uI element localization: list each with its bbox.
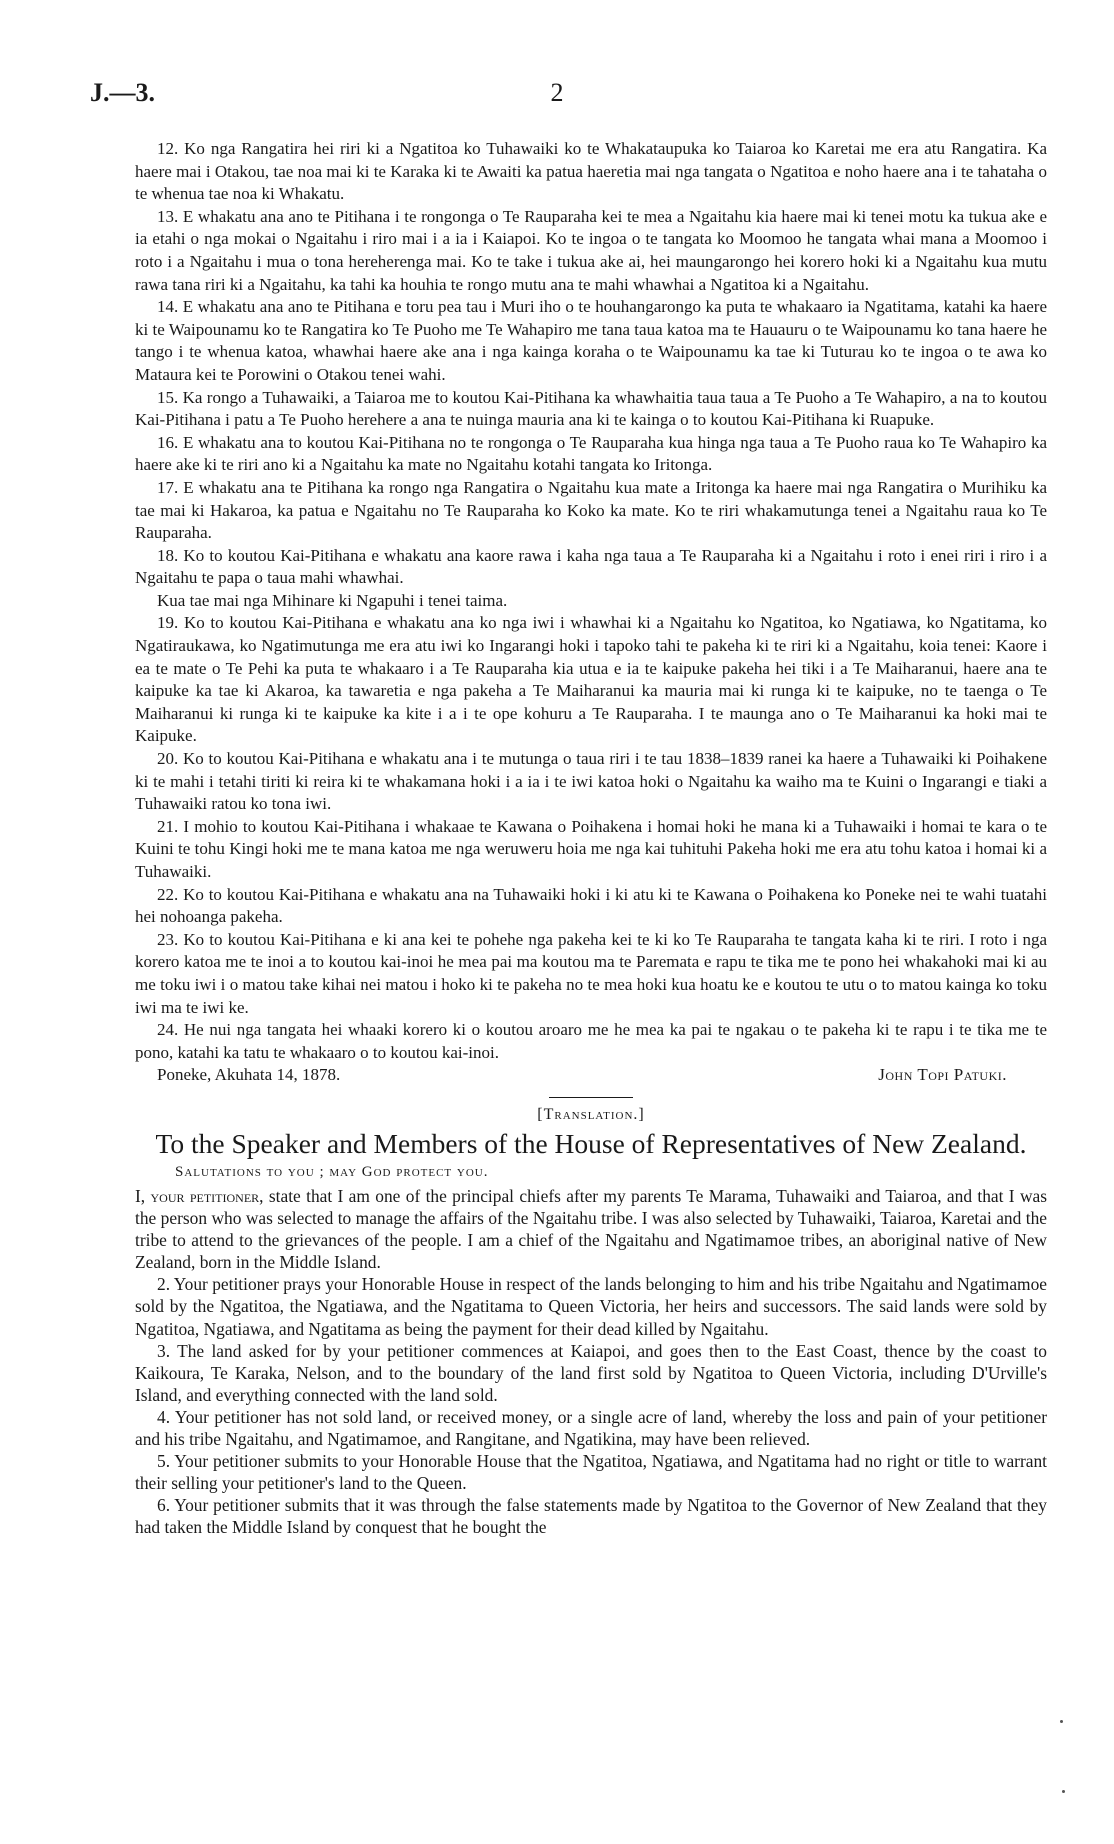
margin-mark bbox=[1060, 1720, 1063, 1723]
signature-place-date: Poneke, Akuhata 14, 1878. bbox=[157, 1065, 341, 1085]
translation-salutation: Salutations to you ; may God protect you. bbox=[175, 1163, 489, 1180]
translation-paragraph-1-body: state that I am one of the principal chiefs after my parents Te Marama, Tuhawaiki and Taiaroa, and that I was the person who was selected to manage the affairs of the Ngaitahu tribe. I was also selected by Tuhawaiki, Taiaroa, Karetai and the tribe to attend to the grievances of the people. I am a chief of the Ngaitahu and Ngatimamoe tribes, an aboriginal native of New Zealand, born in the Middle Island. bbox=[135, 1185, 1048, 1273]
translation-title: To the Speaker and Members of the House of Representatives of New Zealand. bbox=[155, 1127, 1027, 1159]
maori-paragraph-24: 24. He nui nga tangata hei whaaki korero ki o koutou aroaro me he mea ka pai te ngakau o te pakeha ki te rapu i te tika me te pono, katahi ka tatu te whakaaro o to koutou kai-inoi. bbox=[135, 1020, 1047, 1062]
signature-name: John Topi Patuki. bbox=[878, 1065, 1007, 1085]
translation-paragraph-3: 3. The land asked for by your petitioner commences at Kaiapoi, and goes then to the East Coast, thence by the coast to Kaikoura, Te Karaka, Nelson, and to the boundary of the land first sold by Ngatitoa to Queen Victoria, including D'Urville's Island, and everything connected with the land sold. bbox=[135, 1340, 1047, 1405]
maori-paragraph-16: 16. E whakatu ana to koutou Kai-Pitihana no te rongonga o Te Rauparaha kua hinga nga taua a Te Puoho raua ko Te Wahapiro ka haere ake ki te riri ano ki a Ngaitahu ka mate no Ngaitahu kotahi tangata ko Iritonga. bbox=[135, 432, 1047, 475]
margin-mark bbox=[1062, 1790, 1065, 1793]
section-divider bbox=[549, 1097, 633, 1098]
maori-text-section bbox=[135, 138, 1047, 1087]
translation-label: [Translation.] bbox=[537, 1105, 645, 1123]
maori-paragraph-12: 12. Ko nga Rangatira hei riri ki a Ngatitoa ko Tuhawaiki ko te Whakataupuka ko Taiaroa ko Karetai me era atu Rangatira. Ka haere mai i Otakou, tae noa mai ki te Karaka ki te Awaiti ka patua haeretia mai nga tangata o Ngatitoa e noho haere ana i te tahataha o te whenua tae noa ki Whakatu. bbox=[135, 139, 1047, 204]
translation-paragraph-5: 5. Your petitioner submits to your Honorable House that the Ngatitoa, Ngatiawa, and Ngatitama had no right or title to warrant their selling your petitioner's land to the Queen. bbox=[135, 1451, 1047, 1494]
translation-paragraph-6: 6. Your petitioner submits that it was through the false statements made by Ngatitoa to the Governor of New Zealand that they had taken the Middle Island by conquest that he bought the bbox=[135, 1495, 1047, 1538]
document-reference: J.—3. bbox=[90, 78, 155, 107]
page-number: 2 bbox=[550, 78, 564, 107]
petitioner-lead: I, your petitioner, bbox=[135, 1185, 264, 1206]
signature-row bbox=[135, 1064, 1047, 1087]
maori-paragraph-13: 13. E whakatu ana ano te Pitihana i te rongonga o Te Rauparaha kei te mea a Ngaitahu kia haere mai ki tenei motu ka tukua ake e ia etahi o nga mokai o Ngaitahu i riro mai i a ia i Kaiapoi. Ko te ingoa o te tangata ko Moomoo he tangata whai mana a Moomoo i roto i a Ngaitahu i mua o tona hereherenga mai. Ko te take i tukua ake ai, hei maungarongo hei korero hoki ki a Ngaitahu kua mutu rawa tana riri ki a Ngaitahu, ka tahi ka houhia te rongo mutu ana te mahi whawhai a Ngatitoa ki a Ngaitahu. bbox=[135, 206, 1047, 294]
maori-paragraph-17: 17. E whakatu ana te Pitihana ka rongo nga Rangatira o Ngaitahu kua mate a Iritonga ka haere mai nga Rangatira o Murihiku ka tae mai ki Hakaroa, ka patua e Ngaitahu no Te Rauparaha ko Koko ka mate. Ko te riri whakamutunga tenei a Ngaitahu raua ko Te Rauparaha. bbox=[135, 477, 1047, 543]
maori-paragraph-note: Kua tae mai nga Mihinare ki Ngapuhi i tenei taima. bbox=[157, 590, 508, 610]
page-header bbox=[90, 78, 1024, 112]
maori-paragraph-22: 22. Ko to koutou Kai-Pitihana e whakatu ana na Tuhawaiki hoki i ki atu ki te Kawana o Poihakena ko Poneke nei te wahi tuatahi hei nohoanga pakeha. bbox=[135, 884, 1047, 927]
maori-paragraph-14: 14. E whakatu ana ano te Pitihana e toru pea tau i Muri iho o te houhangarongo ka puta te whakaaro ia Ngatitama, katahi ka haere ki te Waipounamu ko te Rangatira ko Te Puoho me Te Wahapiro me tana taua katoa ma te Hauauru o te Waipounamu ko tana haere he tango i te whenua katoa, whawhai haere ake ana i nga kainga koraha o te Waipounamu ka tae ki Tuturau ko te ingoa o te awa ko Mataura kei te Porowini o Otakou tenei wahi. bbox=[135, 297, 1047, 384]
maori-paragraph-20: 20. Ko to koutou Kai-Pitihana e whakatu ana i te mutunga o taua riri i te tau 1838–1839 ranei ka haere a Tuhawaiki ki Poihakene ki te mahi i tetahi tiriti ki reira ki te whakamana hoki i a ia i te iwi katoa hoki o Ngaitahu ka waiho ma te Kuini o Ingarangi e tiaki a Tuhawaiki ratou ko tona iwi. bbox=[135, 749, 1047, 814]
translation-paragraph-1 bbox=[135, 1185, 1047, 1273]
maori-paragraph-19: 19. Ko to koutou Kai-Pitihana e whakatu ana ko nga iwi i whawhai ki a Ngaitahu ko Ngatitoa, ko Ngatiawa, ko Ngatitama, ko Ngatiraukawa, ko Ngatimutunga me era atu iwi ko Ingarangi hoki i tapoko tahi te pakeha ki te riri ki a Ngaitahu, koia tenei: Kaore i ea te mate o Te Pehi ka puta te whakaaro i a Te Rauparaha kia utua e ia te kaipuke pakeha hei tiki i a Te Maiharanui, haere ana te kaipuke ka tae ki Akaroa, ka tawaretia e nga pakeha a Te Maiharanui ka mauria mai ki runga ki te kaipuke, no te taenga o Te Maiharanui ki runga ki te kaipuke ka kite i a i te ope kohuru a Te Rauparaha. I te maunga ano o Te Maiharanui ka hoki mai te Kaipuke. bbox=[135, 613, 1047, 746]
page-content bbox=[135, 138, 1047, 1538]
translation-paragraph-2: 2. Your petitioner prays your Honorable House in respect of the lands belonging to him and his tribe Ngaitahu and Ngatimamoe sold by the Ngatitoa, the Ngatiawa, and the Ngatitama to Queen Victoria, her heirs and successors. The said lands were sold by Ngatitoa, Ngatiawa, and Ngatitama as being the payment for their dead killed by Ngaitahu. bbox=[135, 1274, 1047, 1339]
maori-paragraph-15: 15. Ka rongo a Tuhawaiki, a Taiaroa me to koutou Kai-Pitihana ka whawhaitia taua taua a Te Puoho a Te Wahapiro, a na to koutou Kai-Pitihana i patu a Te Puoho herehere a ana te nuinga mauria ana ki te kainga o to koutou Kai-Pitihana ki Ruapuke. bbox=[135, 387, 1047, 430]
maori-paragraph-21: 21. I mohio to koutou Kai-Pitihana i whakaae te Kawana o Poihakena i homai hoki he mana ki a Tuhawaiki i homai te kara o te Kuini te tohu Kingi hoki me te mana katoa me nga weruweru hoia me nga kai tuhituhi Pakeha hoki me era atu tohu katoa i homai ki a Tuhawaiki. bbox=[135, 816, 1047, 881]
translation-paragraph-4: 4. Your petitioner has not sold land, or received money, or a single acre of land, whereby the loss and pain of your petitioner and his tribe Ngaitahu, and Ngatimamoe, and Rangitane, and Ngatikina, may have been relieved. bbox=[135, 1406, 1047, 1449]
maori-paragraph-18: 18. Ko to koutou Kai-Pitihana e whakatu ana kaore rawa i kaha nga taua a Te Rauparaha ki a Ngaitahu i roto i enei riri i riro i a Ngaitahu te papa o taua mahi whawhai. bbox=[135, 545, 1047, 588]
maori-paragraph-23: 23. Ko to koutou Kai-Pitihana e ki ana kei te pohehe nga pakeha kei te ki ko Te Rauparaha te tangata kaha ki te riri. I roto i nga korero katoa me te inoi a to koutou kai-inoi he mea pai ma koutou ma te Paremata e rapu te tika me te pono hei whakahoki mai ki au me toku iwi i o matou take kihai nei matou i hoko ki te pakeha no te mea hoki kua hoatu ke e koutou te utu o to matou kainga ko toku iwi ma te iwi ke. bbox=[135, 929, 1047, 1017]
translation-text-section bbox=[135, 1185, 1047, 1539]
